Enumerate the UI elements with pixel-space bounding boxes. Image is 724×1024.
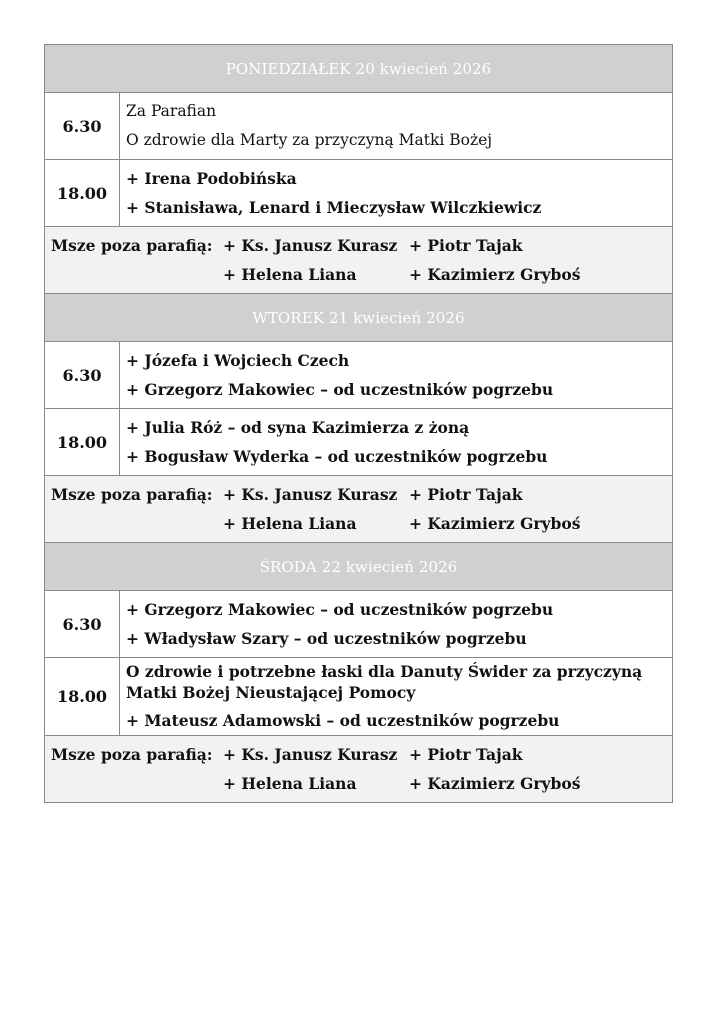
intention-line: + Grzegorz Makowiec – od uczestników pogrzebu: [126, 600, 554, 619]
intention-line: Za Parafian: [126, 102, 217, 120]
day-header-row: [45, 543, 673, 591]
intention-line: + Stanisława, Lenard i Mieczysław Wilczkiewicz: [126, 198, 542, 217]
mass-intentions: [120, 342, 673, 409]
outside-parish-name: + Kazimierz Gryboś: [409, 265, 581, 284]
intention-line: + Irena Podobińska: [126, 169, 297, 188]
intention-line: + Bogusław Wyderka – od uczestników pogrzebu: [126, 447, 548, 466]
mass-time: 18.00: [45, 160, 120, 227]
outside-parish-label: Msze poza parafią:: [51, 236, 213, 255]
mass-row: [45, 342, 673, 409]
outside-parish-grid: [51, 231, 666, 289]
outside-parish-name: + Kazimierz Gryboś: [409, 774, 581, 793]
mass-row: [45, 409, 673, 476]
mass-time: 18.00: [45, 658, 120, 736]
mass-schedule-table: [44, 44, 673, 803]
outside-parish-name: + Piotr Tajak: [409, 745, 523, 764]
outside-parish-name: + Piotr Tajak: [409, 485, 523, 504]
intention-line: O zdrowie i potrzebne łaski dla Danuty Świder za przyczyną Matki Bożej Nieustającej Pomocy: [126, 662, 643, 702]
mass-row: [45, 160, 673, 227]
outside-parish-name: + Helena Liana: [223, 514, 357, 533]
outside-parish-name: + Helena Liana: [223, 265, 357, 284]
intention-line: O zdrowie dla Marty za przyczyną Matki Bożej: [126, 131, 493, 149]
intention-line: + Józefa i Wojciech Czech: [126, 351, 350, 370]
mass-time: 18.00: [45, 409, 120, 476]
mass-row: [45, 93, 673, 160]
intention-line: + Grzegorz Makowiec – od uczestników pogrzebu: [126, 380, 554, 399]
outside-parish-cell: [45, 476, 673, 543]
outside-parish-cell: [45, 227, 673, 294]
mass-intentions: [120, 591, 673, 658]
intention-line: + Władysław Szary – od uczestników pogrzebu: [126, 629, 527, 648]
outside-parish-spacer: [51, 509, 223, 538]
outside-parish-label: Msze poza parafią:: [51, 485, 213, 504]
outside-parish-cell: [45, 736, 673, 803]
outside-parish-name: + Kazimierz Gryboś: [409, 514, 581, 533]
mass-intentions: [120, 658, 673, 736]
mass-intentions: [120, 409, 673, 476]
day-header: PONIEDZIAŁEK 20 kwiecień 2026: [45, 45, 673, 93]
outside-parish-row: [45, 227, 673, 294]
mass-time: 6.30: [45, 591, 120, 658]
intention-line: + Julia Róż – od syna Kazimierza z żoną: [126, 418, 470, 437]
outside-parish-name: + Ks. Janusz Kurasz: [223, 745, 398, 764]
outside-parish-name: + Piotr Tajak: [409, 236, 523, 255]
mass-row: [45, 591, 673, 658]
day-header-row: [45, 45, 673, 93]
mass-row: [45, 658, 673, 736]
outside-parish-name: + Helena Liana: [223, 774, 357, 793]
day-header-row: [45, 294, 673, 342]
mass-time: 6.30: [45, 93, 120, 160]
intention-line: + Mateusz Adamowski – od uczestników pogrzebu: [126, 711, 560, 730]
mass-intentions: [120, 160, 673, 227]
outside-parish-row: [45, 476, 673, 543]
outside-parish-name: + Ks. Janusz Kurasz: [223, 485, 398, 504]
outside-parish-row: [45, 736, 673, 803]
day-header: ŚRODA 22 kwiecień 2026: [45, 543, 673, 591]
mass-time: 6.30: [45, 342, 120, 409]
outside-parish-grid: [51, 480, 666, 538]
outside-parish-grid: [51, 740, 666, 798]
outside-parish-name: + Ks. Janusz Kurasz: [223, 236, 398, 255]
outside-parish-spacer: [51, 769, 223, 798]
day-header: WTOREK 21 kwiecień 2026: [45, 294, 673, 342]
mass-intentions: [120, 93, 673, 160]
outside-parish-spacer: [51, 260, 223, 289]
outside-parish-label: Msze poza parafią:: [51, 745, 213, 764]
